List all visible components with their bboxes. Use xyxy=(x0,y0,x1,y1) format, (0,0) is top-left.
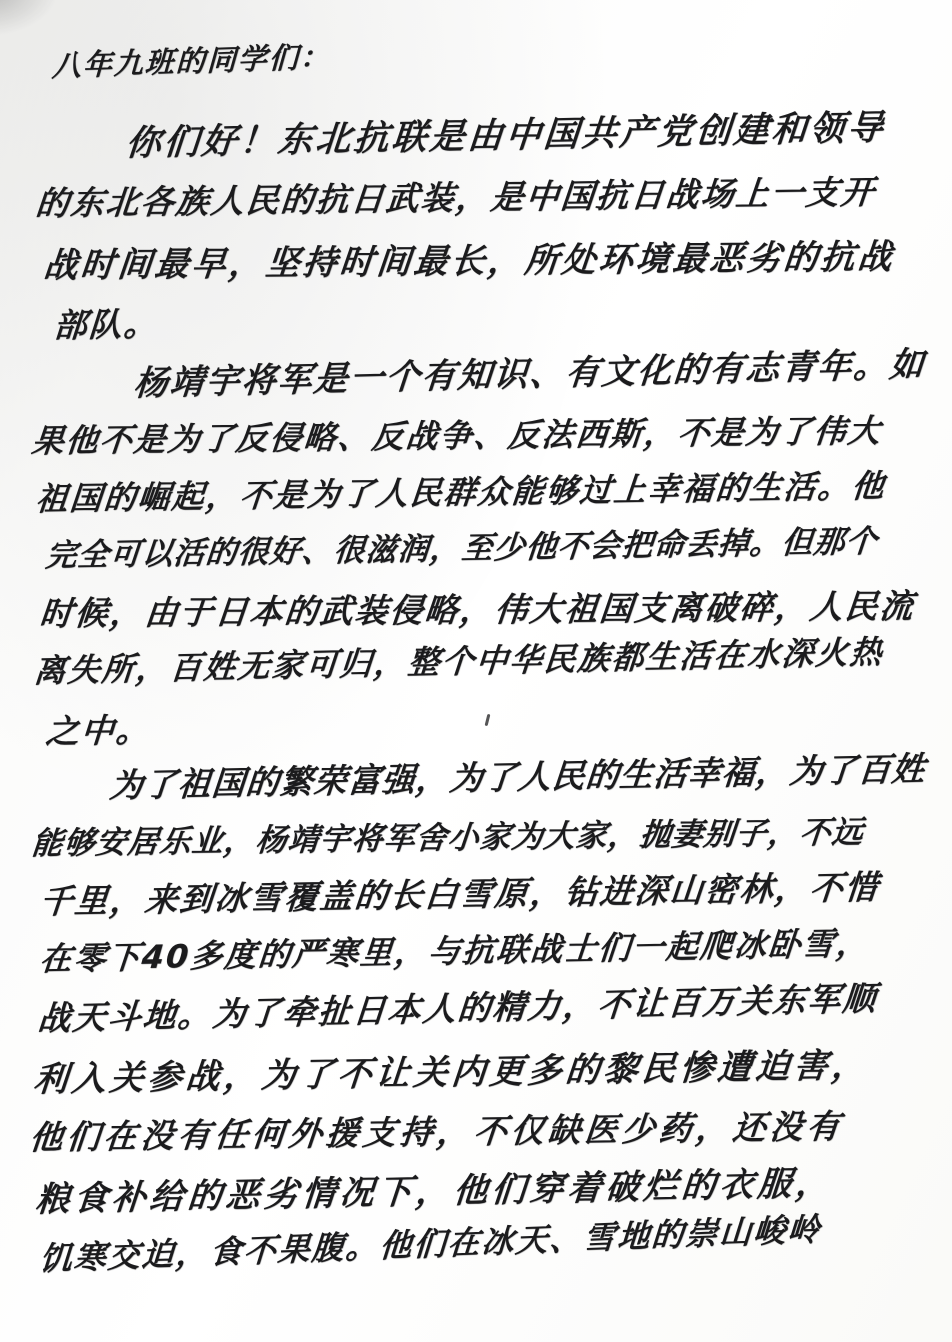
letter-line: 祖国的崛起，不是为了人民群众能够过上幸福的生活。他 xyxy=(34,466,888,519)
letter-line: 的东北各族人民的抗日武装，是中国抗日战场上一支开 xyxy=(34,172,878,224)
stray-ink-mark xyxy=(485,714,491,726)
letter-line: 能够安居乐业，杨靖宇将军舍小家为大家，抛妻别子，不远 xyxy=(30,814,866,863)
letter-line: 之中。 xyxy=(44,710,153,752)
letter-line: 杨靖宇将军是一个有知识、有文化的有志青年。如 xyxy=(132,344,928,405)
letter-line: 为了祖国的繁荣富强，为了人民的生活幸福，为了百姓 xyxy=(108,748,928,806)
letter-line: 千里，来到冰雪覆盖的长白雪原，钻进深山密林，不惜 xyxy=(38,867,882,922)
letter-line: 战天斗地。为了牵扯日本人的精力，不让百万关东军顺 xyxy=(36,978,880,1039)
letter-line: 果他不是为了反侵略、反战争、反法西斯，不是为了伟大 xyxy=(30,411,884,461)
letter-line: 粮食补给的恶劣情况下，他们穿着破烂的衣服， xyxy=(34,1163,836,1221)
letter-line: 战时间最早，坚持时间最长，所处环境最恶劣的抗战 xyxy=(41,237,897,287)
letter-line: 你们好！东北抗联是由中国共产党创建和领导 xyxy=(124,108,888,165)
letter-line: 部队。 xyxy=(52,304,161,346)
letter-line: 时候，由于日本的武装侵略，伟大祖国支离破碎，人民流 xyxy=(37,586,917,634)
letter-line: 利入关参战，为了不让关内更多的黎民惨遭迫害， xyxy=(31,1045,872,1101)
letter-line: 他们在没有任何外援支持，不仅缺医少药，还没有 xyxy=(28,1106,846,1158)
letter-line: 完全可以活的很好、很滋润，至少他不会把命丢掉。但那个 xyxy=(44,523,880,575)
photo-corner-shadow xyxy=(0,0,68,42)
letter-line: 离失所，百姓无家可归，整个中华民族都生活在水深火热 xyxy=(32,632,886,691)
letter-line: 饥寒交迫，食不果腹。他们在冰天、雪地的崇山峻岭 xyxy=(38,1209,823,1279)
letter-salutation: 八年九班的同学们： xyxy=(51,39,332,84)
letter-line: 在零下40多度的严寒里，与抗联战士们一起爬冰卧雪， xyxy=(38,924,872,979)
